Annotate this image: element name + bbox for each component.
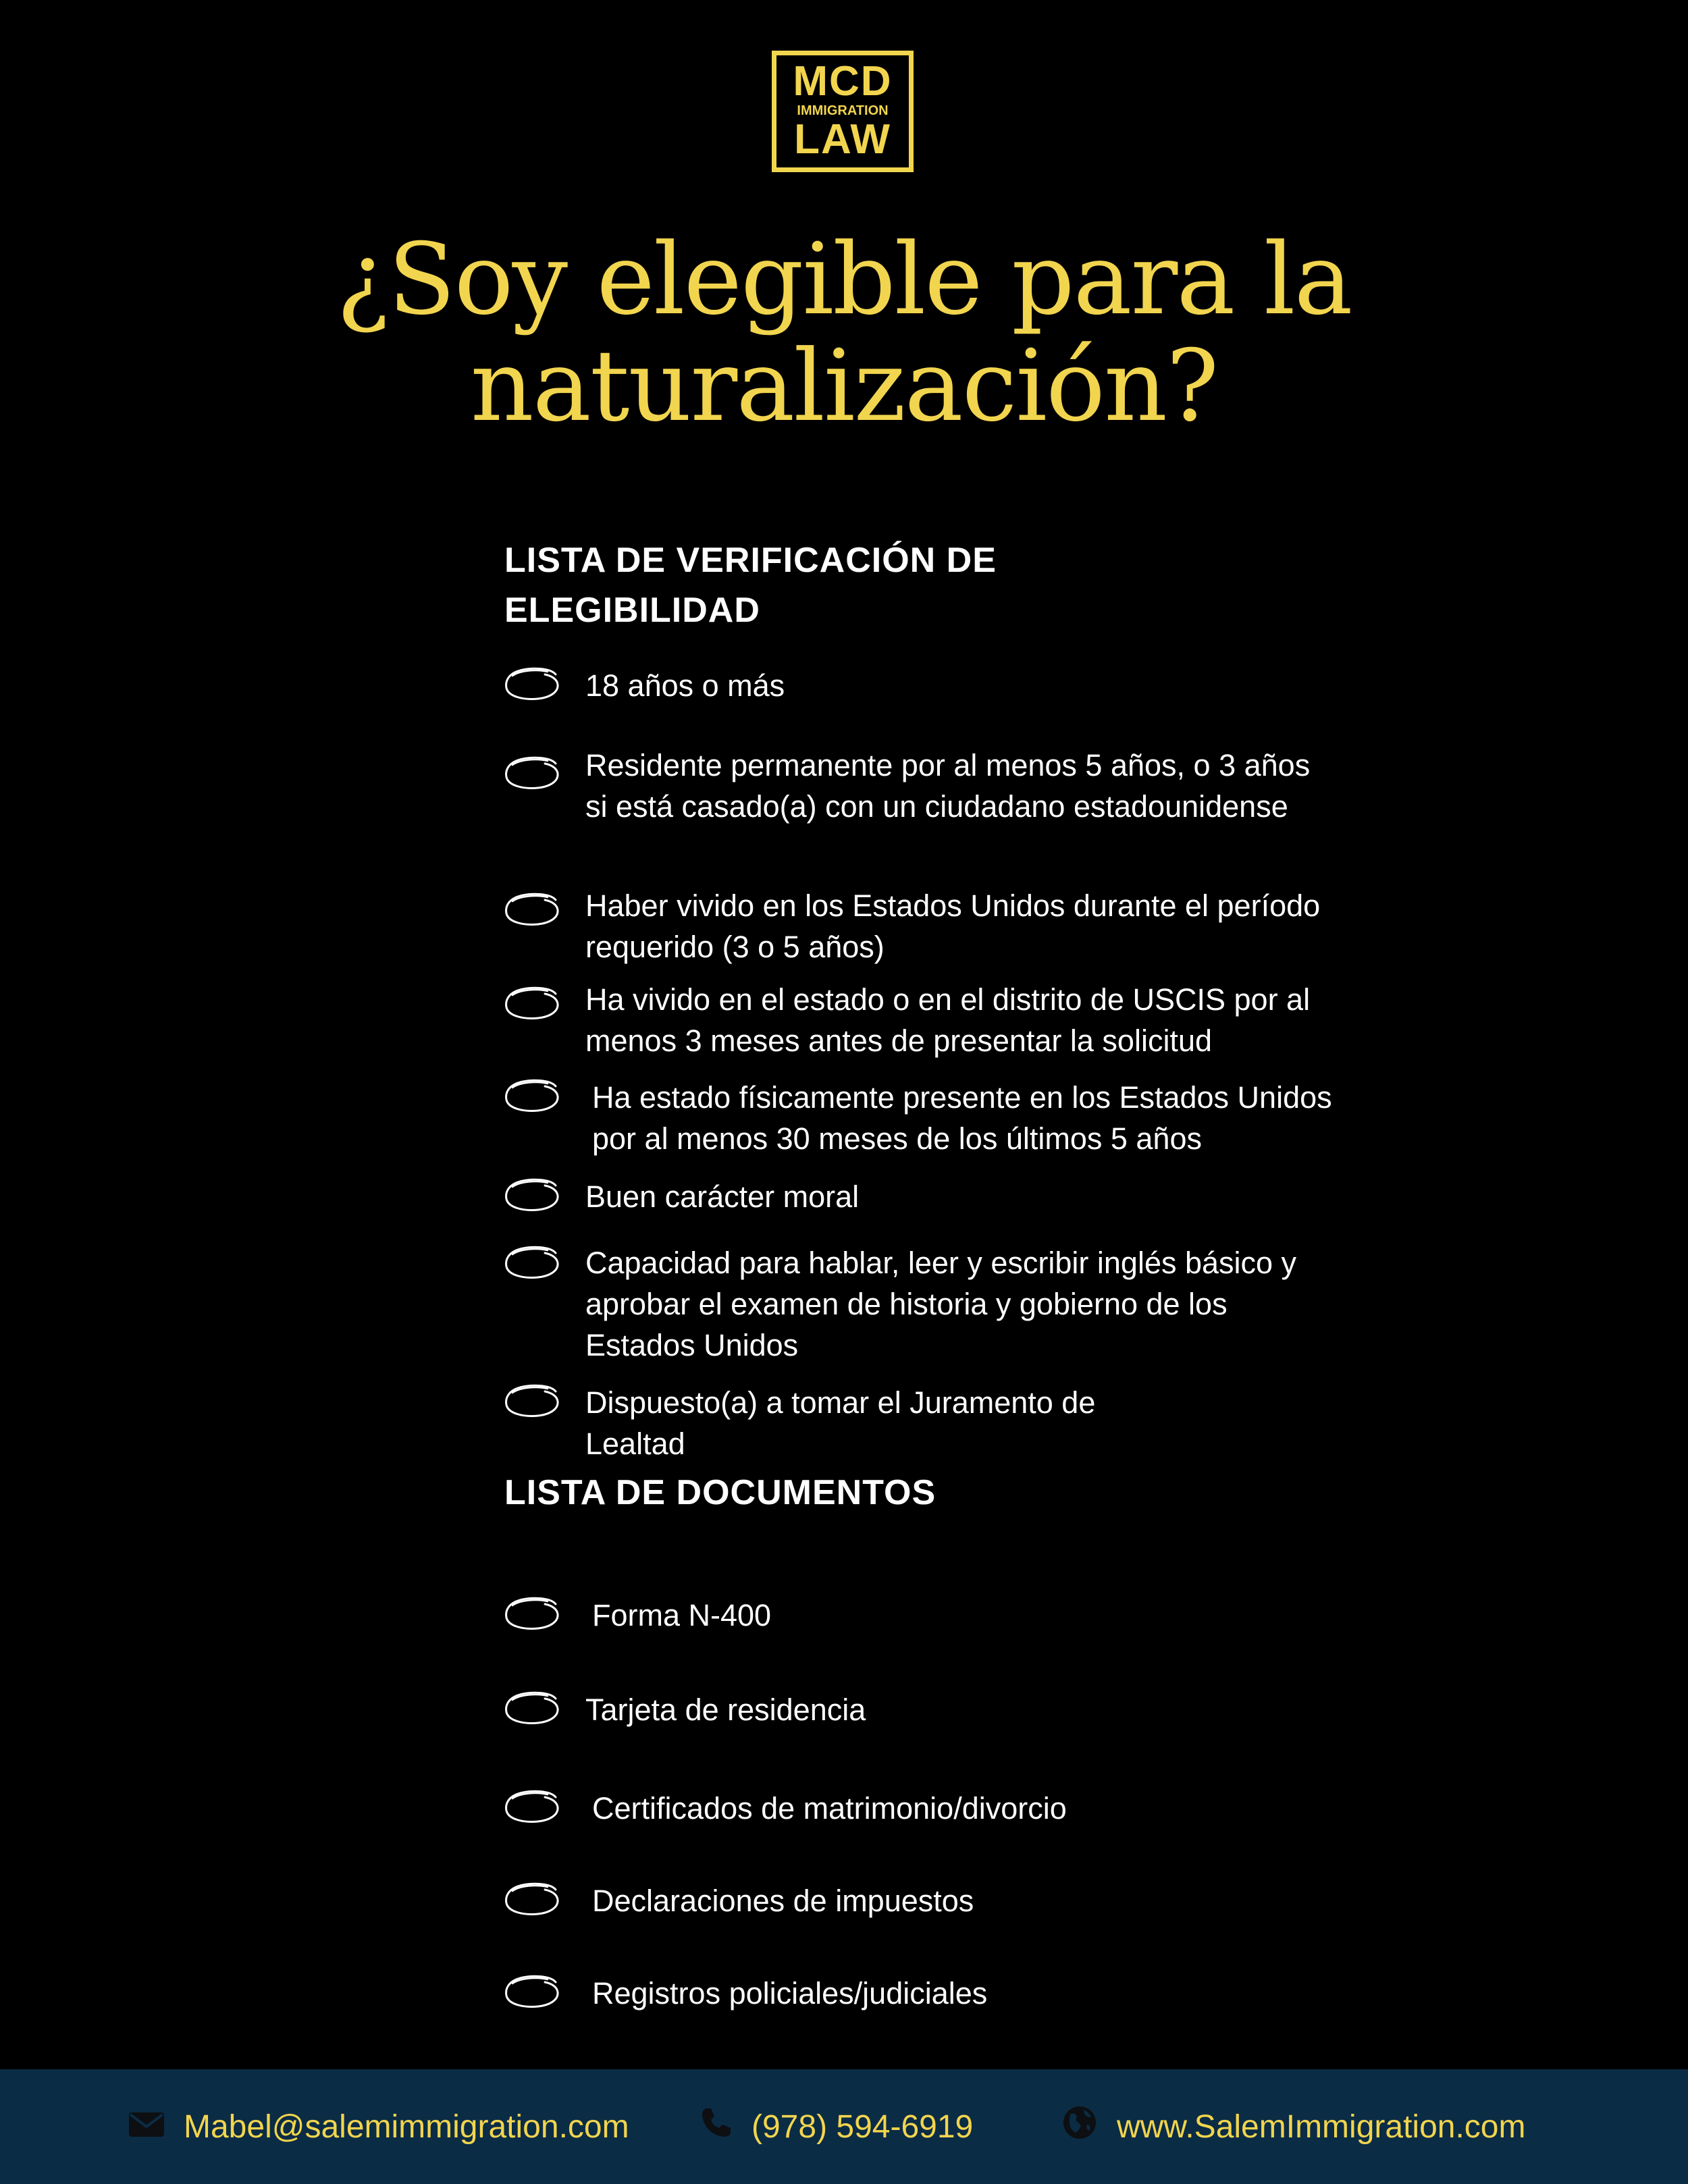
checkbox-circle-icon[interactable] <box>503 1077 561 1115</box>
globe-icon <box>1061 2104 1098 2149</box>
checkbox-circle-icon[interactable] <box>503 984 561 1022</box>
eligibility-item-label: Ha estado físicamente presente en los Estados Unidos por al menos 30 meses de los últimos 5 años <box>592 1080 1332 1156</box>
eligibility-item-label: Haber vivido en los Estados Unidos durante el período requerido (3 o 5 años) <box>585 888 1321 964</box>
document-item-label: Forma N-400 <box>592 1598 772 1632</box>
eligibility-item-label: 18 años o más <box>585 668 785 703</box>
eligibility-item-label: Buen carácter moral <box>585 1179 860 1214</box>
phone-icon <box>700 2106 733 2147</box>
footer-email[interactable] <box>128 2069 629 2184</box>
footer-phone-text[interactable]: (978) 594-6919 <box>751 2108 974 2145</box>
footer-website-text[interactable]: www.SalemImmigration.com <box>1117 2108 1526 2145</box>
documents-heading: LISTA DE DOCUMENTOS <box>504 1473 937 1512</box>
brand-logo <box>772 51 914 172</box>
document-item-label: Registros policiales/judiciales <box>592 1976 988 2010</box>
eligibility-item-label: Capacidad para hablar, leer y escribir inglés básico y aprobar el examen de historia y gobierno de los Estados Unidos <box>585 1246 1297 1362</box>
checkbox-circle-icon[interactable] <box>503 1382 561 1420</box>
eligibility-item-label: Residente permanente por al menos 5 años, o 3 años si está casado(a) con un ciudadano estadounidense <box>585 748 1311 824</box>
checkbox-circle-icon[interactable] <box>503 1788 561 1826</box>
checkbox-circle-icon[interactable] <box>503 754 561 792</box>
envelope-icon <box>128 2108 165 2146</box>
eligibility-item-label: Ha vivido en el estado o en el distrito de USCIS por al menos 3 meses antes de presentar la solicitud <box>585 982 1311 1058</box>
document-item-label: Certificados de matrimonio/divorcio <box>592 1791 1067 1826</box>
logo-line-1: MCD <box>793 58 893 105</box>
checkbox-circle-icon[interactable] <box>503 665 561 703</box>
checkbox-circle-icon[interactable] <box>503 1244 561 1281</box>
logo-line-2: IMMIGRATION <box>797 103 889 118</box>
footer-contact-bar <box>0 2069 1688 2184</box>
checkbox-circle-icon[interactable] <box>503 1973 561 2010</box>
document-item-label: Tarjeta de residencia <box>585 1693 866 1727</box>
checkbox-circle-icon[interactable] <box>503 890 561 928</box>
checkbox-circle-icon[interactable] <box>503 1689 561 1727</box>
footer-website[interactable] <box>1061 2069 1525 2184</box>
checkbox-circle-icon[interactable] <box>503 1176 561 1214</box>
footer-email-text[interactable]: Mabel@salemimmigration.com <box>184 2108 629 2145</box>
eligibility-item-label: Dispuesto(a) a tomar el Juramento de Lealtad <box>585 1385 1096 1461</box>
eligibility-heading: LISTA DE VERIFICACIÓN DE ELEGIBILIDAD <box>504 541 997 630</box>
document-item-label: Declaraciones de impuestos <box>592 1884 974 1918</box>
logo-line-3: LAW <box>794 116 891 163</box>
checkbox-circle-icon[interactable] <box>503 1880 561 1918</box>
page-title: ¿Soy elegible para la naturalización? <box>336 222 1352 444</box>
checkbox-circle-icon[interactable] <box>503 1595 561 1632</box>
footer-phone[interactable] <box>700 2069 973 2184</box>
